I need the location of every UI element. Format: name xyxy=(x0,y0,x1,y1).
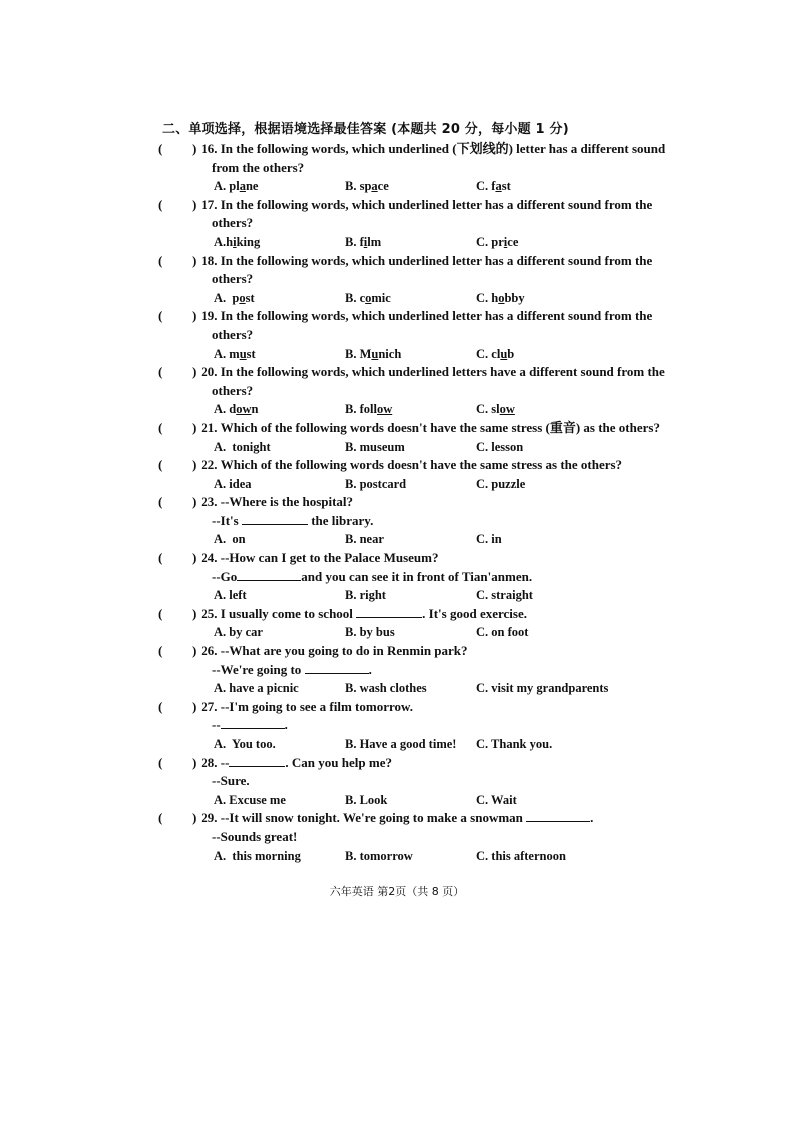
answer-blank[interactable] xyxy=(356,605,422,618)
question-text xyxy=(221,252,653,271)
option-text: C. lesson xyxy=(476,439,524,454)
option-c[interactable] xyxy=(476,847,607,866)
question-stem xyxy=(158,754,688,773)
option-a[interactable] xyxy=(214,735,345,754)
question-text xyxy=(212,512,373,531)
answer-paren-close: ) xyxy=(192,141,197,156)
option-a[interactable] xyxy=(214,679,345,698)
text-segment: -- xyxy=(212,717,221,733)
question-text xyxy=(212,568,532,587)
option-text: A.h xyxy=(214,234,234,249)
option-row xyxy=(158,847,688,866)
option-text: C. in xyxy=(476,532,502,547)
option-a[interactable] xyxy=(214,177,345,196)
question-number: 21. xyxy=(198,419,221,435)
option-row xyxy=(158,289,688,308)
option-c[interactable] xyxy=(476,679,607,698)
option-text: B. right xyxy=(345,588,386,603)
option-text-rest: bby xyxy=(504,290,525,305)
text-segment: In the following words, which underlined letter has a different sound from the xyxy=(220,308,653,324)
answer-paren-close: ) xyxy=(192,698,197,714)
text-segment: --It will snow tonight. We're going to make a snowman xyxy=(220,810,527,826)
question-text xyxy=(212,661,372,680)
text-segment: . xyxy=(284,717,288,733)
answer-paren-open[interactable]: ( xyxy=(158,754,163,770)
answer-blank[interactable] xyxy=(229,754,285,767)
question-text xyxy=(221,549,439,568)
text-segment: the library. xyxy=(307,512,374,528)
text-segment: --How can I get to the Palace Museum? xyxy=(220,550,439,566)
underlined-letters: o xyxy=(498,290,505,305)
answer-paren-open[interactable]: ( xyxy=(158,698,163,714)
option-text: A. m xyxy=(214,346,240,361)
option-c[interactable] xyxy=(476,623,607,642)
question-text xyxy=(221,754,392,773)
section-title: 二、单项选择，根据语境选择最佳答案 (本题共 20 分，每小题 1 分) xyxy=(162,122,569,137)
question-text xyxy=(221,456,622,475)
question-stem xyxy=(158,493,688,512)
text-segment: from the others? xyxy=(212,159,305,175)
option-text: B. tomorrow xyxy=(345,848,413,863)
text-segment: Which of the following words doesn't have the same stress as the others? xyxy=(220,457,623,473)
option-a[interactable] xyxy=(214,623,345,642)
question-stem xyxy=(158,419,688,438)
question-stem xyxy=(158,252,688,271)
underlined-letters: u xyxy=(239,346,247,361)
question-21 xyxy=(158,419,688,456)
option-c[interactable] xyxy=(476,735,607,754)
answer-paren-open[interactable]: ( xyxy=(158,550,163,566)
question-16 xyxy=(158,140,688,196)
answer-paren-close: ) xyxy=(192,550,197,566)
text-segment: others? xyxy=(212,271,254,287)
answer-blank[interactable] xyxy=(526,809,590,822)
option-row xyxy=(158,438,688,457)
question-stem-continued xyxy=(158,270,688,289)
question-text xyxy=(221,307,653,326)
question-24 xyxy=(158,549,688,605)
text-segment: --I'm going to see a film tomorrow. xyxy=(220,698,413,714)
option-text: C. pr xyxy=(476,234,504,249)
text-segment: and you can see it in front of Tian'anmen. xyxy=(301,568,533,584)
text-segment: --Sure. xyxy=(212,773,250,789)
question-stem xyxy=(158,549,688,568)
underlined-letters: a xyxy=(495,179,502,194)
option-text: C. cl xyxy=(476,346,501,361)
question-stem-continued xyxy=(158,159,688,178)
underlined-letters: o xyxy=(365,290,372,305)
question-18 xyxy=(158,252,688,308)
text-segment: --It's xyxy=(212,512,242,528)
answer-paren-close: ) xyxy=(192,308,197,324)
underlined-letters: ow xyxy=(236,402,252,417)
answer-paren-open[interactable]: ( xyxy=(158,308,163,324)
answer-paren-close: ) xyxy=(192,457,197,473)
text-segment: --We're going to xyxy=(212,661,305,677)
option-text: B. f xyxy=(345,234,364,249)
option-text: C. on foot xyxy=(476,625,529,640)
question-text xyxy=(221,419,660,438)
question-number: 22. xyxy=(198,457,221,473)
option-text: A. have a picnic xyxy=(214,681,299,696)
question-17 xyxy=(158,196,688,252)
question-text xyxy=(212,828,297,847)
question-number: 26. xyxy=(198,643,221,659)
text-segment: --Sounds great! xyxy=(212,828,298,844)
option-text: B. near xyxy=(345,532,384,547)
question-22 xyxy=(158,456,688,493)
underlined-letters: i xyxy=(233,234,237,249)
question-stem-continued xyxy=(158,326,688,345)
option-text-rest: ne xyxy=(245,179,259,194)
text-segment: . xyxy=(368,661,372,677)
option-text: C. Wait xyxy=(476,792,517,807)
option-text: B. M xyxy=(345,346,372,361)
option-row xyxy=(158,735,688,754)
option-text: A. by car xyxy=(214,625,263,640)
option-row xyxy=(158,679,688,698)
question-number: 17. xyxy=(198,196,221,212)
option-b[interactable] xyxy=(345,289,476,308)
option-text: A. this morning xyxy=(214,848,301,863)
question-text xyxy=(221,493,353,512)
option-text: C. f xyxy=(476,179,496,194)
question-number: 28. xyxy=(198,754,221,770)
question-text xyxy=(212,326,253,345)
answer-paren-open[interactable]: ( xyxy=(158,364,163,380)
question-stem xyxy=(158,605,688,624)
option-b[interactable] xyxy=(345,791,476,810)
option-b[interactable] xyxy=(345,735,476,754)
question-text xyxy=(221,809,594,828)
question-text xyxy=(221,196,653,215)
answer-paren-close: ) xyxy=(192,605,197,621)
option-text: C. sl xyxy=(476,402,500,417)
question-number: 18. xyxy=(198,252,221,268)
option-text: C. visit my grandparents xyxy=(476,681,609,696)
option-text: A. on xyxy=(214,532,246,547)
option-b[interactable] xyxy=(345,586,476,605)
question-number: 29. xyxy=(198,810,221,826)
option-text-rest: st xyxy=(501,179,511,194)
option-c[interactable] xyxy=(476,345,607,364)
answer-paren-open[interactable]: ( xyxy=(158,141,163,156)
underlined-letters: ow xyxy=(376,402,393,417)
answer-paren-close: ) xyxy=(192,196,197,212)
option-b[interactable] xyxy=(345,233,476,252)
text-segment: -- xyxy=(220,754,230,770)
option-text: B. c xyxy=(345,290,366,305)
option-row xyxy=(158,475,688,494)
option-text: A. d xyxy=(214,402,237,417)
question-stem xyxy=(158,307,688,326)
text-segment: In the following words, which underlined letter has a different sound from the xyxy=(220,252,653,268)
option-text-rest: lm xyxy=(367,234,382,249)
answer-paren-open[interactable]: ( xyxy=(158,643,163,659)
question-text xyxy=(212,214,253,233)
question-stem-continued xyxy=(158,568,688,587)
question-stem xyxy=(158,809,688,828)
option-text: B. foll xyxy=(345,402,377,417)
option-c[interactable] xyxy=(476,400,607,419)
question-stem xyxy=(158,196,688,215)
option-text-rest: n xyxy=(251,402,259,417)
option-text: A. Excuse me xyxy=(214,792,286,807)
option-a[interactable] xyxy=(214,233,345,252)
option-b[interactable] xyxy=(345,177,476,196)
question-text xyxy=(212,772,250,791)
answer-paren-close: ) xyxy=(192,494,197,510)
option-a[interactable] xyxy=(214,586,345,605)
text-segment: In the following words, which underlined letters have a different sound from the xyxy=(220,364,665,380)
option-c[interactable] xyxy=(476,791,607,810)
question-number: 19. xyxy=(198,308,221,324)
question-text xyxy=(212,270,253,289)
question-29 xyxy=(158,809,688,865)
option-text: B. museum xyxy=(345,439,405,454)
option-a[interactable] xyxy=(214,345,345,364)
option-text-rest: b xyxy=(507,346,515,361)
option-text: A. You too. xyxy=(214,737,276,751)
option-text-rest: mic xyxy=(371,290,391,305)
underlined-letters: u xyxy=(500,346,508,361)
option-text: B. postcard xyxy=(345,476,407,491)
question-stem-continued xyxy=(158,661,688,680)
question-stem-continued xyxy=(158,772,688,791)
text-segment: . xyxy=(590,810,594,826)
question-list xyxy=(158,140,688,865)
text-segment: others? xyxy=(212,382,254,398)
option-c[interactable] xyxy=(476,475,607,494)
question-stem xyxy=(158,140,688,159)
question-19 xyxy=(158,307,688,363)
option-text: A. tonight xyxy=(214,439,271,454)
option-text: A. p xyxy=(214,290,240,305)
question-text xyxy=(221,363,665,382)
option-text: B. sp xyxy=(345,179,372,194)
option-text: B. by bus xyxy=(345,625,395,640)
question-text xyxy=(212,716,288,735)
underlined-letters: i xyxy=(503,234,508,249)
option-text: C. this afternoon xyxy=(476,848,566,863)
text-segment: In the following words, which underlined (下划线的) letter has a different sound xyxy=(220,141,666,156)
option-row xyxy=(158,586,688,605)
question-text xyxy=(221,140,665,159)
option-b[interactable] xyxy=(345,530,476,549)
option-c[interactable] xyxy=(476,530,607,549)
option-text-rest: st xyxy=(246,346,256,361)
question-number: 24. xyxy=(198,550,221,566)
answer-paren-close: ) xyxy=(192,754,197,770)
option-b[interactable] xyxy=(345,847,476,866)
underlined-letters: ow xyxy=(499,402,515,417)
answer-blank[interactable] xyxy=(237,568,301,581)
underlined-letters: o xyxy=(239,290,246,305)
question-number: 23. xyxy=(198,494,221,510)
question-23 xyxy=(158,493,688,549)
answer-paren-close: ) xyxy=(192,364,197,380)
option-text: A. idea xyxy=(214,476,252,491)
option-text: C. Thank you. xyxy=(476,737,553,751)
option-text-rest: nich xyxy=(378,346,402,361)
answer-blank[interactable] xyxy=(221,716,285,729)
option-text: A. pl xyxy=(214,179,240,194)
question-stem xyxy=(158,363,688,382)
option-c[interactable] xyxy=(476,177,607,196)
question-27 xyxy=(158,698,688,754)
underlined-letters: u xyxy=(371,346,379,361)
question-text xyxy=(212,382,253,401)
text-segment: . It's good exercise. xyxy=(422,605,527,621)
underlined-letters: a xyxy=(371,179,378,194)
text-segment: . Can you help me? xyxy=(285,754,392,770)
option-a[interactable] xyxy=(214,475,345,494)
option-row xyxy=(158,530,688,549)
answer-paren-open[interactable]: ( xyxy=(158,419,163,435)
option-text: C. puzzle xyxy=(476,476,526,491)
question-stem xyxy=(158,698,688,717)
option-text: C. h xyxy=(476,290,499,305)
question-28 xyxy=(158,754,688,810)
answer-blank[interactable] xyxy=(305,661,369,674)
answer-blank[interactable] xyxy=(242,512,308,525)
question-20 xyxy=(158,363,688,419)
text-segment: --What are you going to do in Renmin park? xyxy=(220,643,468,659)
option-a[interactable] xyxy=(214,289,345,308)
question-stem-continued xyxy=(158,512,688,531)
answer-paren-open[interactable]: ( xyxy=(158,810,163,826)
question-stem-continued xyxy=(158,214,688,233)
question-stem xyxy=(158,642,688,661)
option-text: C. straight xyxy=(476,588,533,603)
answer-paren-open[interactable]: ( xyxy=(158,605,163,621)
text-segment: In the following words, which underlined letter has a different sound from the xyxy=(220,196,653,212)
option-c[interactable] xyxy=(476,289,607,308)
option-row xyxy=(158,791,688,810)
question-number: 25. xyxy=(198,605,221,621)
option-text-rest: ce xyxy=(377,179,389,194)
text-segment: --Go xyxy=(212,568,238,584)
answer-paren-open[interactable]: ( xyxy=(158,252,163,268)
option-b[interactable] xyxy=(345,679,476,698)
option-a[interactable] xyxy=(214,847,345,866)
option-a[interactable] xyxy=(214,791,345,810)
question-text xyxy=(212,159,304,178)
question-stem-continued xyxy=(158,828,688,847)
text-segment: others? xyxy=(212,215,254,231)
question-26 xyxy=(158,642,688,698)
option-text: B. Look xyxy=(345,792,388,807)
question-text xyxy=(221,642,468,661)
option-row xyxy=(158,233,688,252)
answer-paren-close: ) xyxy=(192,252,197,268)
option-row xyxy=(158,345,688,364)
option-a[interactable] xyxy=(214,438,345,457)
answer-paren-open[interactable]: ( xyxy=(158,196,163,212)
option-text: B. wash clothes xyxy=(345,681,427,696)
option-c[interactable] xyxy=(476,586,607,605)
text-segment: others? xyxy=(212,326,254,342)
option-text-rest: ce xyxy=(507,234,519,249)
text-segment: Which of the following words doesn't have the same stress (重音) as the others? xyxy=(220,419,660,435)
answer-paren-close: ) xyxy=(192,419,197,435)
question-number: 16. xyxy=(198,141,221,156)
answer-paren-open[interactable]: ( xyxy=(158,457,163,473)
question-number: 27. xyxy=(198,698,221,714)
option-a[interactable] xyxy=(214,400,345,419)
option-b[interactable] xyxy=(345,438,476,457)
option-c[interactable] xyxy=(476,233,607,252)
underlined-letters: i xyxy=(363,234,368,249)
question-text xyxy=(221,605,527,624)
option-row xyxy=(158,400,688,419)
answer-paren-close: ) xyxy=(192,810,197,826)
option-b[interactable] xyxy=(345,400,476,419)
option-b[interactable] xyxy=(345,345,476,364)
question-stem-continued xyxy=(158,382,688,401)
answer-paren-open[interactable]: ( xyxy=(158,494,163,510)
option-a[interactable] xyxy=(214,530,345,549)
option-c[interactable] xyxy=(476,438,607,457)
text-segment: --Where is the hospital? xyxy=(220,494,354,510)
option-text-rest: st xyxy=(245,290,255,305)
option-text-rest: king xyxy=(236,234,261,249)
option-text: B. Have a good time! xyxy=(345,737,457,751)
question-number: 20. xyxy=(198,364,221,380)
question-stem xyxy=(158,456,688,475)
option-row xyxy=(158,623,688,642)
option-b[interactable] xyxy=(345,623,476,642)
question-stem-continued xyxy=(158,716,688,735)
question-text xyxy=(221,698,413,717)
question-25 xyxy=(158,605,688,642)
text-segment: I usually come to school xyxy=(220,605,357,621)
option-row xyxy=(158,177,688,196)
option-b[interactable] xyxy=(345,475,476,494)
option-text: A. left xyxy=(214,588,247,603)
page-footer: 六年英语 第2页（共 8 页） xyxy=(329,885,465,898)
answer-paren-close: ) xyxy=(192,643,197,659)
underlined-letters: a xyxy=(239,179,246,194)
